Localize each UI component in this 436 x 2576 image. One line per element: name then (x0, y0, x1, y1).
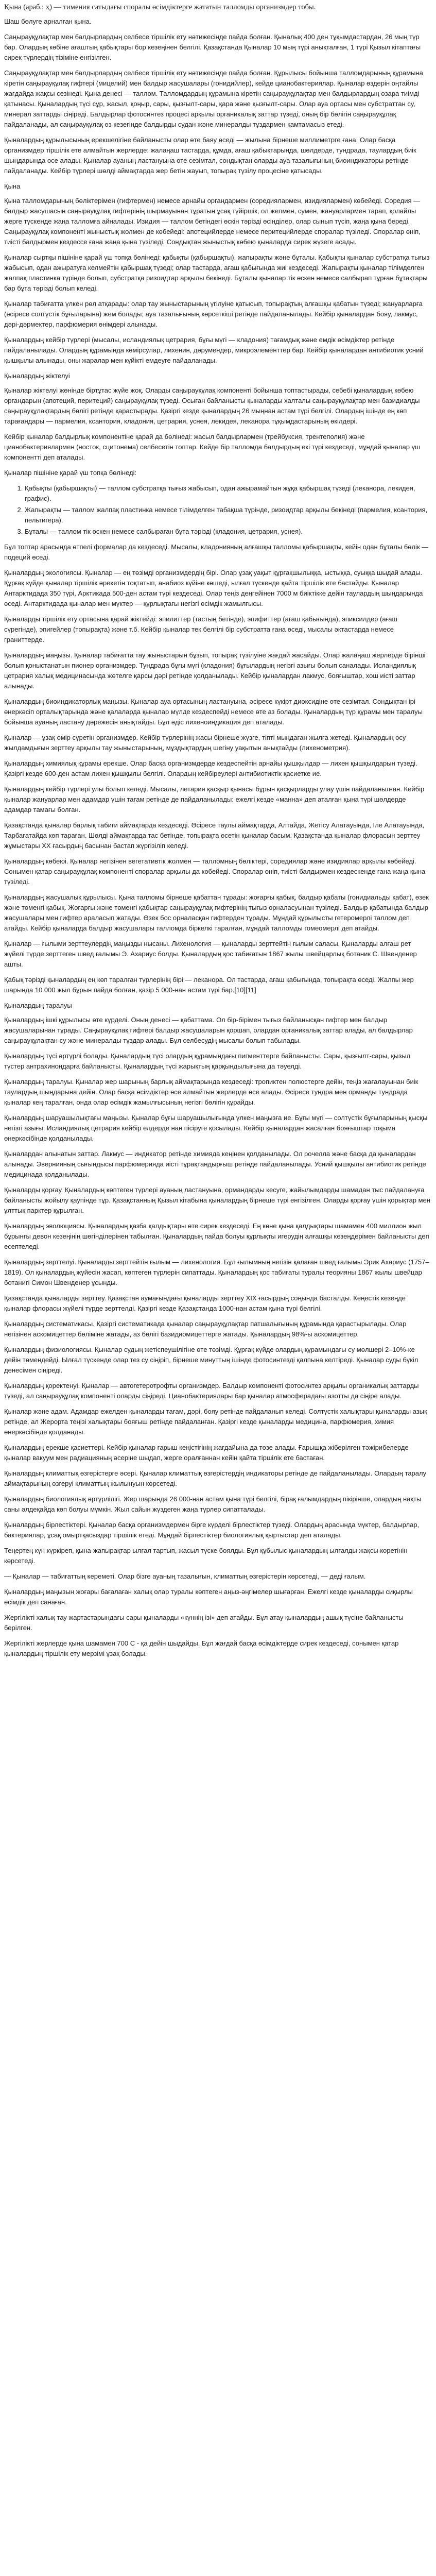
body-paragraph: Қыналардың биоиндикаторлық маңызы. Қыналар ауа ортасының ластануына, әсіресе күкірт диоксидіне өте сезімтал. Сондықтан ірі өнеркәсіп орталықтарында және қалаларда қыналар мүлде кездеспейді немесе өте аз болады. Қыналардың түр құрамы мен таралуы бойынша ауаның ластану дәрежесін анықтайды. Бұл әдіс лихеноиндикация деп аталады. (4, 698, 423, 726)
body-paragraph: Қыналардың кейбір түрлері (мысалы, исландиялық цетрария, бұғы мүгі — кладония) тағамдық және емдік өсімдіктер ретінде пайдаланылады. Олардың құрамында көмірсулар, лихенин, дәрумендер, микроэлементтер бар. Кейбір қыналардан антибиотик усний қышқылы алынады, оны жаралар мен күйікті емдеуге пайдаланады. (4, 336, 424, 364)
list-item: 3. Бұталы — таллом тік өскен немесе салбыраған бұта тәрізді (кладония, цетрария, уснея). (25, 527, 432, 537)
body-paragraph: Қыналардың қоректенуі. Қыналар — автогетеротрофты организмдер. Балдыр компоненті фотосинтез арқылы органикалық заттарды түзеді, ал саңырауқұлақ компоненті оларды сіңіреді. Цианобактериялары бар қыналар атмосферадағы азотты да сіңіре алады. (4, 1382, 419, 1400)
body-paragraph: Теңертең күн күркіреп, қына-жапырақтар ылғал тартып, жасыл түске боялды. Бұл құбылыс қыналардың ылғалды жақсы көретінін көрсетеді. (4, 1547, 408, 1565)
body-paragraph: Қыналардың маңызын жоғары бағалаған халық олар туралы көптеген аңыз-әңгімелер шығарған. Ежелгі кезде қыналарды сиқырлы өсімдік деп санаған. (4, 1588, 413, 1606)
ending-section (4, 1546, 432, 1659)
body-paragraph: Қына талломдарының бөліктерімен (гифтермен) немесе арнайы органдармен (соредиялармен, изидиялармен) көбейеді. Соредия — балдыр жасушасын саңырауқұлақ гифтерінің шырмауынан тұратын ұсақ түйіршік, ол желмен, сумен, жануарлармен тарап, қолайлы жерге түскенде жаңа талломға айналады. Изидия — таллом бетіндегі өскін тәрізді өсінділер, олар сынып түсіп, жаңа қына береді. Саңырауқұлақ компоненті жыныстық жолмен де көбейеді: апотецийлерде немесе перитецийлерде споралар түзіледі. Споралар өніп, тиісті балдырмен кездессе ғана жаңа қына түзіледі. Сондықтан жыныстық көбею қыналарда сирек жүзеге асады. (4, 197, 421, 246)
page-title: Қына (араб.: ҳ) — тимения сатыдағы споралы өсімдіктерге жататын талломды организмдер тобы. (4, 3, 316, 11)
body-paragraph: Қыналардың ішкі құрылысы өте күрделі. Оның денесі — қабаттама. Ол бір-бірімен тығыз байланысқан гифтер мен балдыр жасушаларынан тұрады. Саңырауқұлақ гифтері балдыр жасушаларын қоршап, олардан органикалық заттар алады, ал балдырлар саңырауқұлақтан су және минералды тұздар алады. Бұл селбесудің мысалы болып табылады. (4, 1016, 413, 1044)
classification-section (4, 385, 432, 463)
kyna-section (4, 196, 432, 366)
body-paragraph: Қыналардың ерекше қасиеттері. Кейбір қыналар ғарыш кеңістігінің жағдайына да төзе алады. Ғарышқа жіберілген тәжірибелерде қыналар вакуум мен радиацияның әсеріне шыдап, жерге оралғаннан кейін қайта тіршілік ете бастаған. (4, 1444, 409, 1462)
body-paragraph: Қыналардың климаттық өзгерістерге әсері. Қыналар климаттық өзгерістердің индикаторы ретінде де пайдаланылады. Олардың таралу аймақтарының өзгеруі климаттың жылынуын көрсетеді. (4, 1469, 427, 1487)
intro-paragraph: Қыналардың құрылысының ерекшелігіне байланысты олар өте баяу өседі — жылына бірнеше миллиметрге ғана. Олар басқа организмдер тіршілік ете алмайтын жерлерде: жалаңаш тастарда, құмда, ағаш қабықтарында, шөлдерде, тундрада, таулардың биік шыңдарында өсе алады. Қыналар ауаның ластануына өте сезімтал, сондықтан оларды ауа тазалығының биоиндикаторы ретінде пайдаланады. Кейбір түрлері шөлді аймақтарда жер бетін жауып, топырақ түзілу процесіне қатысады. (4, 136, 416, 175)
intro-section (4, 32, 432, 176)
body-paragraph: Қыналар — ғылыми зерттеулердің маңызды нысаны. Лихенология — қыналарды зерттейтін ғылым саласы. Қыналарды алғаш рет жүйелі түрде зерттеген швед ғалымы Э. Ахариус болды. Қыналардың қос табиғатын 1867 жылы швейцарлық ботаник С. Швенденер ашты. (4, 940, 417, 968)
body-paragraph: Қыналардың шаруашылықтағы маңызы. Қыналар бұғы шаруашылығында үлкен маңызға ие. Бұғы мүгі — солтүстік бұғыларының қысқы негізгі азығы. Исландиялық цетрария кейбір елдерде нан пісіруге қосылады. Кейбір қыналардан жасалған бояғыштар тоқыма өнеркәсібінде қолданылады. (4, 1114, 428, 1142)
body-paragraph: Жергілікті халық тау жартастарындағы сары қыналарды «күннің ізі» деп атайды. Бұл атау қыналардың ашық түсіне байланысты берілген. (4, 1614, 404, 1632)
body-paragraph: Жергілікті жерлерде қына шамамен 700 С - қа дейін шыдайды. Бұл жағдай басқа өсімдіктерде сирек кездеседі, сонымен қатар қыналардың тіршілік ету мерзімі ұзақ болады. (4, 1639, 399, 1657)
body-paragraph: Қазақстанда қыналарды зерттеу. Қазақстан аумағындағы қыналарды зерттеу XIX ғасырдың соңында басталды. Кеңестік кезеңде қыналар флорасы жүйелі түрде зерттелді. Қазіргі кезде Қазақстанда 1000-нан астам қына түрі белгілі. (4, 1294, 406, 1312)
body-paragraph: Қыналардың эволюциясы. Қыналардың қазба қалдықтары өте сирек кездеседі. Ең көне қына қалдықтары шамамен 400 миллион жыл бұрынғы девон кезеңінің шөгінділерінен табылған. Қыналардың пайда болуы құрлықты игерудің алғашқы кезеңдерімен байланысты деп есептеледі. (4, 1222, 429, 1250)
body-paragraph: Қыналардың бірлестіктері. Қыналар басқа организмдермен бірге күрделі бірлестіктер түзеді. Олардың арасында мүктер, балдырлар, бактериялар, ұсақ омыртқасыздар тіршілік етеді. Мұндай бірлестіктер биологиялық қыртыстар деп аталады. (4, 1521, 420, 1539)
body-paragraph: Қыналардың зерттелуі. Қыналарды зерттейтін ғылым — лихенология. Бұл ғылымның негізін қалаған швед ғалымы Эрик Ахариус (1757–1819). Ол қыналардың жүйесін жасап, көптеген түрлерін сипаттады. Қыналардың қос табиғаты туралы теорияны 1867 жылы швейцар ботанигі Симон Швенденер ұсынды. (4, 1258, 429, 1286)
body-paragraph: Қыналарды тіршілік ету ортасына қарай жіктейді: эпилиттер (тастың бетінде), эпифиттер (ағаш қабығында), эпиксилдер (ағаш сүрегінде), эпигейлер (топырақта) және т.б. Кейбір қыналар тек белгілі бір субстратта ғана өседі, мысалы әктастарда немесе граниттерде. (4, 615, 397, 643)
zone-section (4, 975, 432, 1011)
section-heading-kyna: Қына (4, 182, 21, 190)
intro-paragraph: Саңырауқұлақтар мен балдырлардың селбесе тіршілік ету нәтижесінде пайда болған. Қыналық 400 ден тұқымдастардан, 26 мың түр бар. Олардың көбіне ағаштың қабықтары бор кезеңінен белгілі. Қазақстанда Қыналар 10 мың түрі анықталған, 1 түрі Қызыл кітаптағы сирек түрлердің тізіміне енгізілген. (4, 33, 421, 61)
body-paragraph: — Қыналар — табиғаттың кереметі. Олар бізге ауаның тазалығын, климаттың өзгерістерін көрсетеді, — деді ғалым. (4, 1572, 366, 1580)
body-paragraph: Қыналардың экологиясы. Қыналар — ең төзімді организмдердің бірі. Олар ұзақ уақыт құрғақшылыққа, ыстыққа, суыққа шыдай алады. Құрғақ күйде қыналар тіршілік әрекетін тоқтатып, анабиоз күйіне көшеді, ылғал түскенде қайта тіршілік ете бастайды. Қыналар Антарктидада 350 түрі, Арктикада 500-ден астам түрі кездеседі. Олар теңіз деңгейінен 7000 м биіктікке дейін таулардың шыңдарында өседі. Антарктидада қыналар мен мүктер — құрлықтағы негізгі өсімдік жамылғысы. (4, 569, 423, 607)
form-list (4, 483, 432, 537)
list-intro: Қыналар пішініне қарай үш топқа бөлінеді: (4, 469, 137, 477)
body-paragraph: Қыналардың жасушалық құрылысы. Қына талломы бірнеше қабаттан тұрады: жоғарғы қабық, балдыр қабаты (гонидиальды қабат), өзек және төменгі қабық. Жоғарғы және төменгі қабықтар саңырауқұлақ гифтерінің тығыз орналасуынан түзіледі. Балдыр қабатында балдыр жасушалары мен гифтер араласып жатады. Өзек бос орналасқан гифтерден тұрады. Мұндай құрылысты гетеромерлі таллом деп атайды. Кейбір қыналарда балдыр жасушалары талломда біркелкі таралған, мұндай талломды гомеомерлі деп атайды. (4, 893, 429, 932)
body-paragraph: Қыналардың кейбір түрлері улы болып келеді. Мысалы, летария қасқыр қынасы бұрын қасқырларды улау үшін пайдаланылған. Кейбір қыналар жануарлар мен адамдар үшін тағам ретінде де пайдаланылады: ежелгі кезде «манна» деп аталған қына түрі шөлдерде адамдар тамағы болған. (4, 785, 425, 814)
body-paragraph: Қазақстанда қыналар барлық табиғи аймақтарда кездеседі. Әсіресе таулы аймақтарда, Алтайда, Жетісу Алатауында, Іле Алатауында, Тарбағатайда көп тараған. Шөлді аймақтарда тас бетінде, топырақта өсетін қыналар басым. Қазақстанда қыналар флорасын зерттеу жұмыстары XX ғасырдың басынан бастап жүргізіліп келеді. (4, 821, 425, 850)
body-paragraph: Қыналардың түсі әртүрлі болады. Қыналардың түсі олардың құрамындағы пигменттерге байланысты. Сары, қызғылт-сары, қызыл түстер антрахинондарға байланысты. Қыналардың түсі жарықтың қарқындылығына да тәуелді. (4, 1052, 411, 1070)
list-item: 1. Қабықты (қабыршақты) — таллом субстратқа тығыз жабысып, одан ажырамайтын жұқа қабыршақ түзеді (леканора, лекидея, графис). (25, 483, 432, 504)
body-paragraph: Қыналар — ұзақ өмір сүретін организмдер. Кейбір түрлерінің жасы бірнеше жүзге, тіпті мыңдаған жылға жетеді. Қыналардың өсу жылдамдығын зерттеу арқылы тау жыныстарының, мұздықтардың шегіну уақытын анықтайды (лихенометрия). (4, 734, 406, 752)
body-paragraph: Қыналардың таралуы. Қыналар жер шарының барлық аймақтарында кездеседі: тропиктен полюстерге дейін, теңіз жағалауынан биік таулардың шыңдарына дейін. Олар басқа өсімдіктер өсе алмайтын жерлерде өсе алады. Әсіресе тундра мен орманды тундрада қыналар кең таралған, онда олар өсімдік жамылғысының негізгі бөлігін құрайды. (4, 1078, 418, 1106)
body-paragraph: Қыналардың физиологиясы. Қыналар судың жетіспеушілігіне өте төзімді. Құрғақ күйде олардың құрамындағы су мөлшері 2–10%-ке дейін төмендейді. Ылғал түскенде олар тез су сіңіріп, бірнеше минуттың ішінде фотосинтезді қалпына келтіреді. Қыналар суды бүкіл денесімен сіңіреді. (4, 1346, 418, 1374)
intro-paragraph: Саңырауқұлақтар мен балдырлардың селбесе тіршілік ету нәтижесінде пайда болған. Құрылысы бойынша талломдарының құрамына кіретін саңырауқұлақ гифтері (мицелий) мен балдыр жасушалары (гонидийлер), кейде цианобактериялар. Қыналар өздерін оңтайлы жағдайда жақсы сезінеді. Қына денесі — таллом. Талломдардың құрамына кіретін саңырауқұлақтар мен балдырлардың өзара тиімді қатынасы. Қыналардың түсі сұр, жасыл, қоңыр, сары, қызғылт-сары, қара және қызғылт-сары. Олар ауа ортасы мен субстраттан су, минерал заттарды сіңіреді. Балдырлар фотосинтез процесі арқылы органикалық заттар түзеді, оның бір бөлігін саңырауқұлақ пайдаланады, ал саңырауқұлақ өз кезегінде балдырды судан және минералды тұздармен қамтамасыз етеді. (4, 69, 423, 128)
body-paragraph: Қыналардың биологиялық әртүрлілігі. Жер шарында 26 000-нан астам қына түрі белгілі, бірақ ғалымдардың пікірінше, олардың нақты саны әлдеқайда көп болуы мүмкін. Жыл сайын жүздеген жаңа түрлер сипатталады. (4, 1495, 422, 1513)
body-section (4, 568, 432, 970)
body-paragraph: Қыналардың маңызы. Қыналар табиғатта тау жыныстарын бұзып, топырақ түзілуіне жағдай жасайды. Олар жалаңаш жерлерде бірінші болып қоныстанатын пионер организмдер. Тундрада бұғы мүгі (кладония) бұғылардың негізгі азығы болып саналады. Исландиялық цетрария халық медицинасында жөтелге қарсы дәрі ретінде қолданылады. Кейбір қыналардан лакмус, бояғыштар, хош иісті заттар алынады. (4, 651, 426, 690)
list-item: 2. Жапырақты — таллом жалпақ пластинка немесе тілімделген табақша түрінде, ризоидтар арқылы бекінеді (пармелия, ксантория, пельтигера). (25, 505, 432, 526)
body-paragraph: Қыналардың көбеюі. Қыналар негізінен вегетативтік жолмен — талломның бөліктері, соредиялар және изидиялар арқылы көбейеді. Сонымен қатар саңырауқұлақ компоненті споралар арқылы да көбейеді. Споралар өніп, тиісті балдырмен кездескенде ғана жаңа қына түзіледі. (4, 857, 426, 886)
body-paragraph: Қыналарды қорғау. Қыналардың көптеген түрлері ауаның ластануына, ормандарды кесуге, жайылымдарды шамадан тыс пайдалануға байланысты жойылу қаупінде тұр. Қазақстанның Қызыл кітабына қыналардың бірнеше түрі енгізілген. Оларды қорғау үшін қорықтар мен ұлттық парктер құрылған. (4, 1186, 430, 1214)
body-paragraph: Қыналардың химиялық құрамы ерекше. Олар басқа организмдерде кездеспейтін арнайы қышқылдар — лихен қышқылдарын түзеді. Қазіргі кезде 600-ден астам лихен қышқылы белгілі. Олардың кейбіреулері антибиотиктік қасиетке ие. (4, 759, 417, 777)
body-paragraph: Қыналар табиғатта үлкен рөл атқарады: олар тау жыныстарының үгілуіне қатысып, топырақтың алғашқы қабатын түзеді; жануарларға (әсіресе солтүстік бұғыларына) жем болады; ауа тазалығының көрсеткіші ретінде пайдаланылады. Кейбір қыналардан бояу, лакмус, дәрі-дәрмектер, парфюмерия өнімдері алынады. (4, 300, 423, 328)
section-heading-distribution: Қыналардың таралуы (4, 1002, 72, 1009)
body-paragraph: Қыналар және адам. Адамдар ежелден қыналарды тағам, дәрі, бояу ретінде пайдаланып келеді. Солтүстік халықтары қыналарды азық ретінде, ал Жерорта теңізі халықтары бояғыш ретінде пайдаланған. Қазіргі кезде қыналарды медицина, парфюмерия, химия өнеркәсібінде қолданады. (4, 1408, 427, 1436)
body-paragraph: Қабық тәрізді қыналардың ең көп таралған түрлерінің бірі — леканора. Ол тастарда, ағаш қабығында, топырақта өседі. Жалпы жер шарында 10 000 жыл бұрын пайда болған, қазір 5 000-нан астам түрі бар.[10][11] (4, 976, 414, 994)
body-paragraph: Қыналар жіктелуі жөнінде біртұтас жүйе жоқ. Оларды саңырауқұлақ компоненті бойынша топтастырады, себебі қыналардың көбею органдарын (апотеций, перитеций) саңырауқұлақ түзеді. Осыған байланысты қыналарды халталы саңырауқұлақтар мен базидиалды саңырауқұлақтардың бөлігі ретінде қарастырады. Қазіргі кезде қыналардың 26 мыңнан астам түрі белгілі. Олардың ішінде ең көп тарағандары — пармелия, ксантория, кладония, цетрария, уснея, лекидея, леканора тұқымдастарының өкілдері. (4, 386, 420, 425)
body-paragraph: Бұл топтар арасында өтпелі формалар да кездеседі. Мысалы, кладонияның алғашқы талломы қабыршақты, кейін одан бұталы бөлік — подеций өседі. (4, 543, 429, 561)
body-paragraph: Қыналар сыртқы пішініне қарай үш топқа бөлінеді: қабықты (қабыршақты), жапырақты және бұталы. Қабықты қыналар субстратқа тығыз жабысып, одан ажыратуға келмейтін қабыршақ түзеді; олар тастарда, ағаш қабығында жиі кездеседі. Жапырақты қыналар тілімделген жалпақ пластинка түрінде болып, субстратқа ризоидтар арқылы бекінеді. Бұталы қыналар тік өскен немесе салбырап тұрған бұтақтары бар бұта тәрізді болып келеді. (4, 253, 430, 292)
middle-section (4, 1015, 432, 1540)
image-caption: Шаш бөлуге арналған қына. (4, 18, 92, 25)
body-paragraph: Қыналардың систематикасы. Қазіргі систематикада қыналар саңырауқұлақтар патшалығының құрамында қарастырылады. Олар негізінен аскомицеттер бөліміне жатады, аз бөлігі базидиомицеттерге жатады. Қыналардың 98%-ы аскомицеттер. (4, 1320, 407, 1338)
body-paragraph: Қыналардан алынатын заттар. Лакмус — индикатор ретінде химияда кеңінен қолданылады. Ол рочелла және басқа да қыналардан алынады. Эвернияның сығындысы парфюмерияда иісті тұрақтандырғыш ретінде пайдаланылады. Усний қышқылы антибиотик ретінде медицинада қолданылады. (4, 1150, 426, 1178)
body-paragraph: Кейбір қыналар балдырлық компонентіне қарай да бөлінеді: жасыл балдырлармен (трейбуксия, трентеполия) және цианобактериялармен (носток, сцитонема) селбесетін топтар. Кейде бір талломда балдырдың екі түрі кездеседі, мұндай қыналар үш компонентті деп аталады. (4, 433, 421, 461)
section-heading-classification: Қыналардың жіктелуі (4, 372, 70, 380)
